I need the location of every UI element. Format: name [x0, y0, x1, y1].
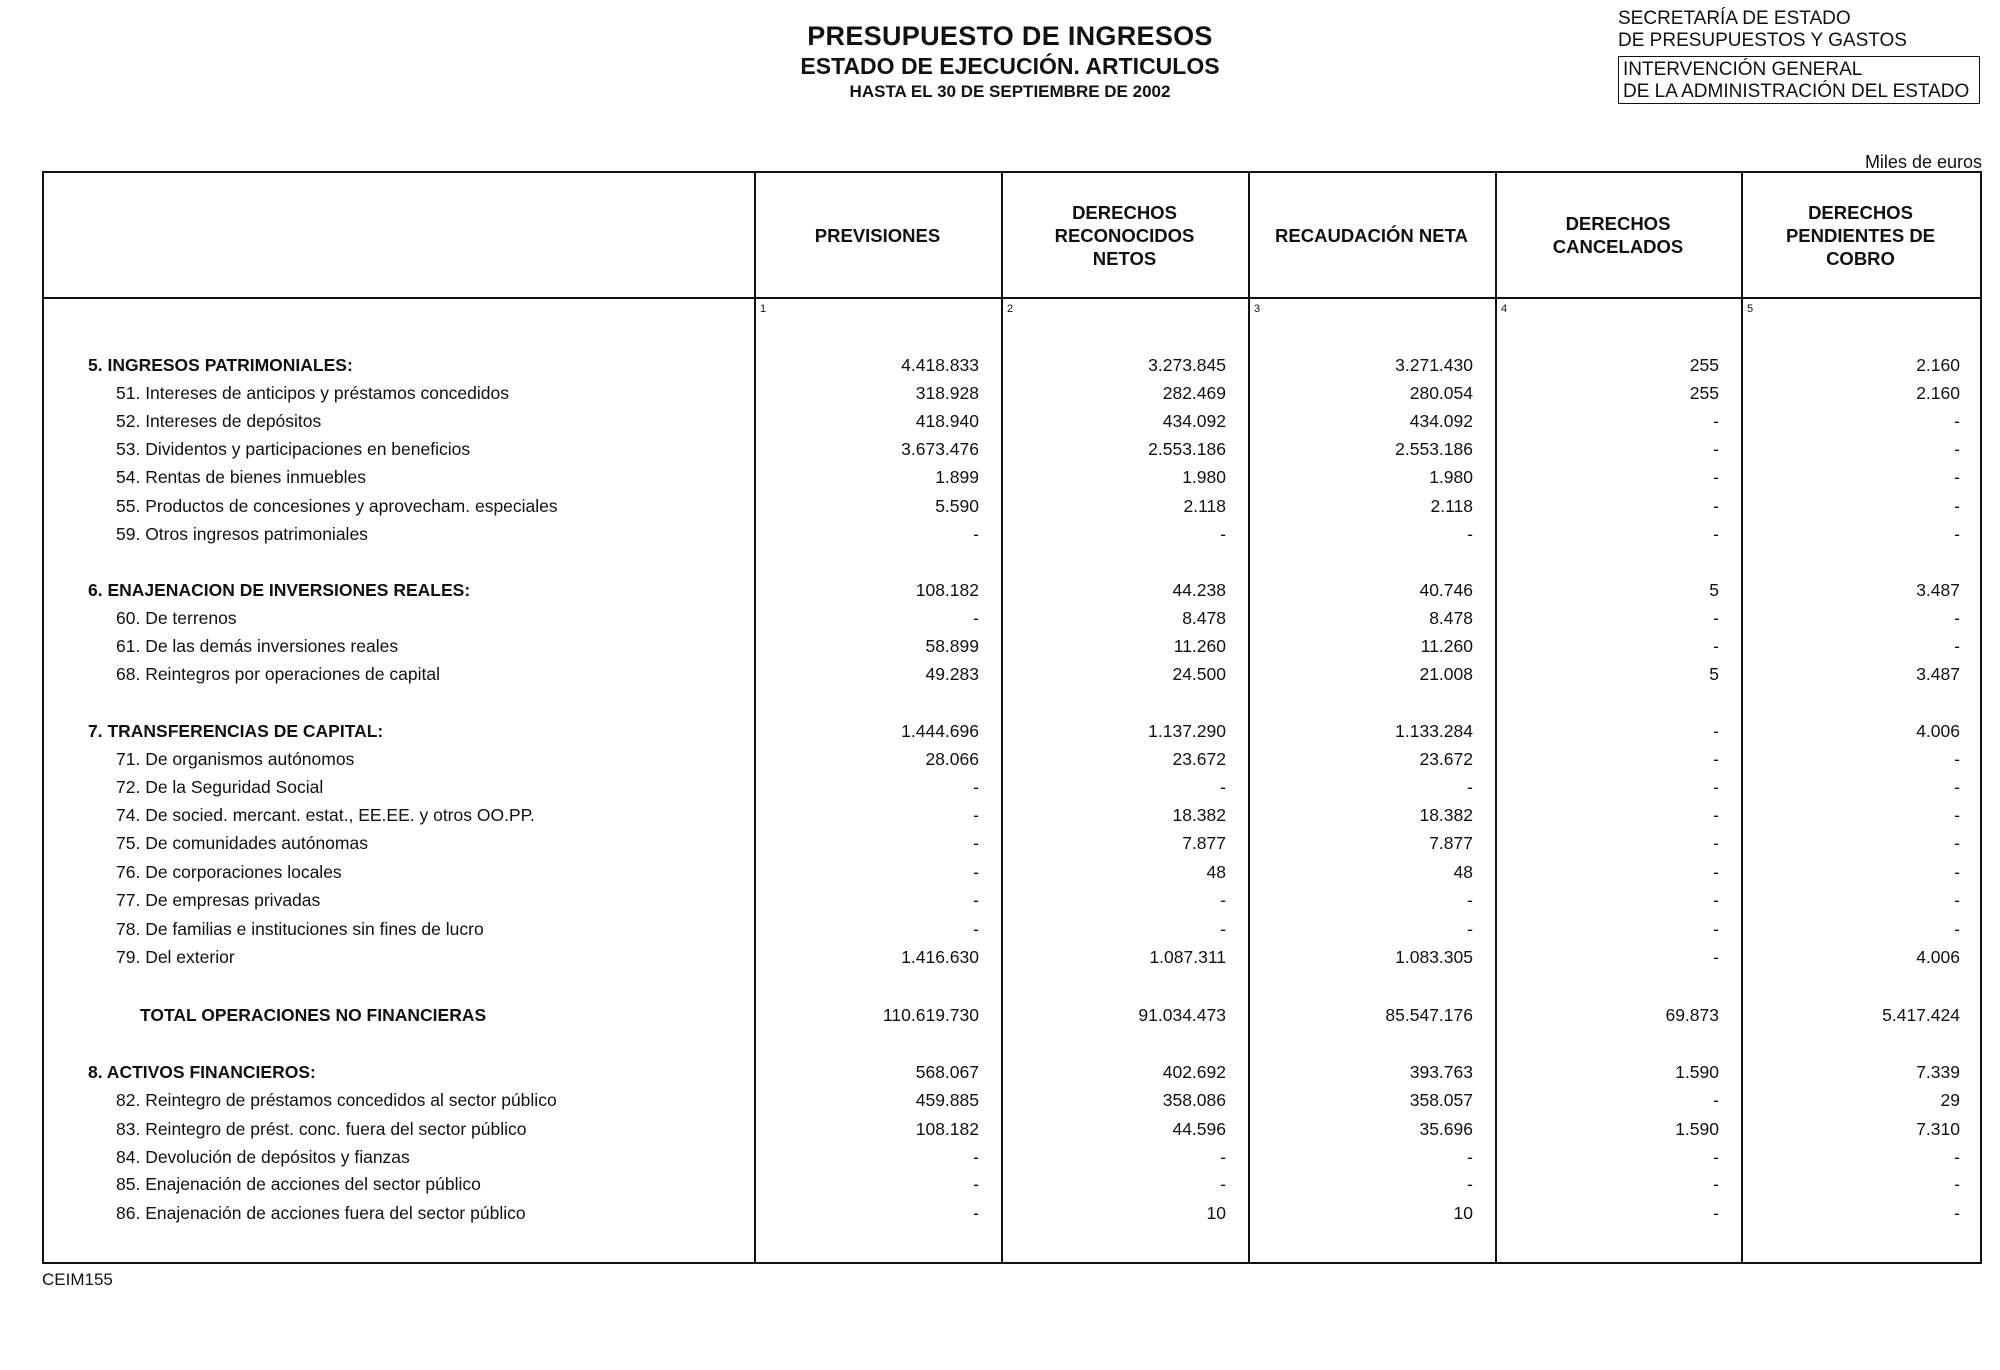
report-date-line: HASTA EL 30 DE SEPTIEMBRE DE 2002	[849, 82, 1171, 101]
row-value: 318.928	[915, 383, 979, 403]
row-value: -	[1954, 777, 1960, 797]
row-value: -	[1954, 862, 1960, 882]
row-value: -	[973, 833, 979, 853]
column-header: PREVISIONES	[814, 224, 941, 246]
row-value: -	[1713, 777, 1719, 797]
row-label: 68. Reintegros por operaciones de capital	[116, 664, 440, 684]
row-value: -	[1220, 524, 1226, 544]
row-value: 108.182	[915, 1119, 979, 1139]
table-row	[44, 1143, 1980, 1171]
column-number: 2	[1007, 303, 1014, 315]
table-row	[44, 858, 1980, 886]
row-value: -	[1713, 524, 1719, 544]
row-value: 358.086	[1162, 1090, 1226, 1110]
row-label: 52. Intereses de depósitos	[116, 411, 322, 431]
row-value: 11.260	[1173, 636, 1226, 656]
table-row	[44, 1199, 1980, 1227]
row-value: 4.006	[1916, 947, 1960, 967]
table-row	[44, 745, 1980, 773]
row-label: 79. Del exterior	[116, 947, 235, 967]
row-value: 44.238	[1172, 580, 1226, 600]
row-value: 21.008	[1419, 664, 1473, 684]
column-number-row	[44, 299, 1980, 329]
table-row	[44, 463, 1980, 491]
table-row	[44, 1115, 1980, 1143]
row-label: 59. Otros ingresos patrimoniales	[116, 524, 368, 544]
units-label: Miles de euros	[1864, 152, 1982, 172]
row-value: -	[973, 608, 979, 628]
table-row	[44, 943, 1980, 971]
table-row	[44, 435, 1980, 463]
row-label: 7. TRANSFERENCIAS DE CAPITAL:	[88, 721, 384, 741]
row-value: -	[973, 777, 979, 797]
table-row	[44, 886, 1980, 914]
row-label: 75. De comunidades autónomas	[116, 833, 368, 853]
row-value: -	[1713, 439, 1719, 459]
row-value: -	[1467, 890, 1473, 910]
row-value: -	[1220, 1174, 1226, 1194]
row-value: 393.763	[1409, 1062, 1473, 1082]
row-value: -	[1954, 805, 1960, 825]
row-label: 5. INGRESOS PATRIMONIALES:	[88, 355, 353, 375]
table-row	[44, 604, 1980, 632]
row-value: 4.006	[1916, 721, 1960, 741]
row-value: 7.877	[1429, 833, 1473, 853]
row-value: -	[973, 805, 979, 825]
table-row	[44, 1058, 1980, 1086]
row-value: 91.034.473	[1138, 1005, 1226, 1025]
row-value: -	[1954, 1203, 1960, 1223]
row-value: -	[1954, 608, 1960, 628]
row-value: 10	[1453, 1203, 1473, 1223]
row-value: 85.547.176	[1385, 1005, 1473, 1025]
row-value: 1.133.284	[1395, 721, 1473, 741]
column-number: 3	[1254, 303, 1261, 315]
row-value: -	[1954, 919, 1960, 939]
row-value: 358.057	[1409, 1090, 1473, 1110]
row-value: 4.418.833	[901, 355, 979, 375]
table-row	[44, 773, 1980, 801]
row-value: -	[1713, 636, 1719, 656]
row-value: -	[1713, 919, 1719, 939]
column-header: DERECHOS CANCELADOS	[1552, 213, 1684, 257]
table-row	[44, 915, 1980, 943]
row-value: -	[1220, 1147, 1226, 1167]
row-value: 3.273.845	[1148, 355, 1226, 375]
row-value: 2.160	[1916, 355, 1960, 375]
row-value: 110.619.730	[882, 1005, 979, 1025]
agency-box-line-2: DE LA ADMINISTRACIÓN DEL ESTADO	[1623, 81, 1970, 102]
row-label: 71. De organismos autónomos	[116, 749, 355, 769]
column-number: 4	[1501, 303, 1508, 315]
row-value: 1.899	[935, 467, 979, 487]
agency-line-1: SECRETARÍA DE ESTADO	[1618, 8, 1851, 29]
row-value: 49.283	[925, 664, 979, 684]
row-value: -	[1713, 411, 1719, 431]
row-value: 434.092	[1409, 411, 1473, 431]
row-value: 18.382	[1419, 805, 1473, 825]
row-value: 2.553.186	[1148, 439, 1226, 459]
row-value: -	[1467, 919, 1473, 939]
row-label: 74. De socied. mercant. estat., EE.EE. y otros OO.PP.	[116, 805, 535, 825]
row-value: 255	[1689, 355, 1719, 375]
row-value: -	[1954, 636, 1960, 656]
row-value: 2.118	[1183, 496, 1226, 516]
row-value: 108.182	[915, 580, 979, 600]
row-value: 7.310	[1916, 1119, 1960, 1139]
row-value: -	[1220, 919, 1226, 939]
row-value: -	[973, 1174, 979, 1194]
row-value: 1.590	[1675, 1119, 1719, 1139]
row-label: 77. De empresas privadas	[116, 890, 321, 910]
row-value: 282.469	[1162, 383, 1226, 403]
row-value: 69.873	[1665, 1005, 1719, 1025]
row-value: -	[1954, 524, 1960, 544]
row-value: -	[1713, 749, 1719, 769]
row-value: 280.054	[1409, 383, 1473, 403]
row-value: 5	[1709, 664, 1719, 684]
row-label: 55. Productos de concesiones y aprovecham. especiales	[116, 496, 558, 516]
row-value: -	[973, 890, 979, 910]
row-value: 5	[1709, 580, 1719, 600]
row-value: 434.092	[1162, 411, 1226, 431]
row-value: -	[1713, 1147, 1719, 1167]
row-value: 568.067	[915, 1062, 979, 1082]
row-value: 3.673.476	[901, 439, 979, 459]
row-value: 2.160	[1916, 383, 1960, 403]
table-row	[44, 492, 1980, 520]
row-value: 29	[1940, 1090, 1960, 1110]
row-label: 53. Dividentos y participaciones en beneficios	[116, 439, 471, 459]
row-value: -	[1713, 947, 1719, 967]
row-value: -	[1713, 721, 1719, 741]
row-label: 82. Reintegro de préstamos concedidos al sector público	[116, 1090, 557, 1110]
row-value: -	[1713, 1203, 1719, 1223]
row-value: 402.692	[1162, 1062, 1226, 1082]
row-label: 78. De familias e instituciones sin fines de lucro	[116, 919, 484, 939]
report-title-block	[760, 20, 1260, 104]
column-separator	[1741, 173, 1743, 1262]
row-value: 35.696	[1419, 1119, 1473, 1139]
row-value: -	[1954, 749, 1960, 769]
table-row	[44, 660, 1980, 688]
row-value: -	[1954, 1147, 1960, 1167]
row-value: -	[1713, 862, 1719, 882]
agency-box-line-1: INTERVENCIÓN GENERAL	[1623, 59, 1863, 80]
budget-table	[42, 171, 1982, 1264]
row-value: 18.382	[1172, 805, 1226, 825]
column-number: 1	[760, 303, 767, 315]
row-value: 2.118	[1430, 496, 1473, 516]
row-value: 1.087.311	[1149, 947, 1226, 967]
row-value: 1.980	[1182, 467, 1226, 487]
row-label: 85. Enajenación de acciones del sector público	[116, 1174, 481, 1194]
row-value: -	[1954, 439, 1960, 459]
row-value: 8.478	[1429, 608, 1473, 628]
row-label: TOTAL OPERACIONES NO FINANCIERAS	[140, 1005, 487, 1025]
agency-block	[1618, 8, 1988, 104]
table-row	[44, 632, 1980, 660]
table-row	[44, 717, 1980, 745]
row-value: -	[1220, 777, 1226, 797]
row-value: -	[1954, 496, 1960, 516]
row-value: 7.877	[1182, 833, 1226, 853]
row-value: -	[973, 524, 979, 544]
column-header: DERECHOS PENDIENTES DE COBRO	[1785, 201, 1936, 269]
row-value: 58.899	[925, 636, 979, 656]
table-row	[44, 520, 1980, 548]
row-value: 1.590	[1675, 1062, 1719, 1082]
row-value: 3.487	[1916, 580, 1960, 600]
row-value: 3.487	[1916, 664, 1960, 684]
column-separator	[1495, 173, 1497, 1262]
row-value: -	[973, 919, 979, 939]
row-value: -	[1713, 608, 1719, 628]
column-header: RECAUDACIÓN NETA	[1275, 224, 1468, 246]
row-value: 8.478	[1182, 608, 1226, 628]
row-label: 6. ENAJENACION DE INVERSIONES REALES:	[88, 580, 471, 600]
table-row	[44, 351, 1980, 379]
row-value: -	[1220, 890, 1226, 910]
row-value: -	[973, 1203, 979, 1223]
row-value: -	[1954, 411, 1960, 431]
table-row	[44, 1086, 1980, 1114]
table-row	[44, 576, 1980, 604]
row-value: 10	[1206, 1203, 1226, 1223]
row-value: -	[1713, 805, 1719, 825]
row-value: 1.980	[1429, 467, 1473, 487]
column-header: DERECHOS RECONOCIDOS NETOS	[1054, 201, 1195, 269]
row-value: 1.416.630	[901, 947, 979, 967]
row-value: -	[1954, 890, 1960, 910]
column-number: 5	[1747, 303, 1754, 315]
agency-line-2: DE PRESUPUESTOS Y GASTOS	[1618, 30, 1907, 51]
row-value: 3.271.430	[1395, 355, 1473, 375]
table-row	[44, 1170, 1980, 1198]
table-row	[44, 407, 1980, 435]
table-row	[44, 379, 1980, 407]
row-value: -	[1954, 833, 1960, 853]
agency-box	[1618, 56, 1980, 104]
row-value: 7.339	[1916, 1062, 1960, 1082]
row-label: 60. De terrenos	[116, 608, 237, 628]
row-value: 44.596	[1172, 1119, 1226, 1139]
row-value: 2.553.186	[1395, 439, 1473, 459]
table-header-row	[44, 173, 1980, 299]
row-label: 86. Enajenación de acciones fuera del sector público	[116, 1203, 526, 1223]
row-value: 418.940	[915, 411, 979, 431]
row-label: 83. Reintegro de prést. conc. fuera del sector público	[116, 1119, 527, 1139]
row-value: 1.137.290	[1148, 721, 1226, 741]
report-subtitle: ESTADO DE EJECUCIÓN. ARTICULOS	[800, 53, 1220, 79]
row-value: -	[1467, 1147, 1473, 1167]
row-label: 76. De corporaciones locales	[116, 862, 342, 882]
row-value: -	[1713, 890, 1719, 910]
row-value: -	[1954, 467, 1960, 487]
row-value: 5.417.424	[1882, 1005, 1960, 1025]
column-separator	[1001, 173, 1003, 1262]
row-value: -	[1713, 833, 1719, 853]
column-separator	[754, 173, 756, 1262]
row-value: 11.260	[1420, 636, 1473, 656]
row-value: -	[973, 1147, 979, 1167]
row-label: 51. Intereses de anticipos y préstamos concedidos	[116, 383, 509, 403]
row-value: -	[1713, 496, 1719, 516]
row-value: -	[1467, 1174, 1473, 1194]
row-value: 459.885	[915, 1090, 979, 1110]
row-value: 48	[1453, 862, 1473, 882]
row-value: -	[1954, 1174, 1960, 1194]
row-value: 48	[1206, 862, 1226, 882]
table-row	[44, 801, 1980, 829]
row-label: 8. ACTIVOS FINANCIEROS:	[88, 1062, 316, 1082]
row-value: -	[1713, 1174, 1719, 1194]
row-label: 54. Rentas de bienes inmuebles	[116, 467, 367, 487]
row-value: -	[1713, 1090, 1719, 1110]
row-label: 61. De las demás inversiones reales	[116, 636, 399, 656]
row-value: -	[1467, 524, 1473, 544]
row-value: 1.083.305	[1395, 947, 1473, 967]
row-value: -	[973, 862, 979, 882]
row-value: -	[1467, 777, 1473, 797]
row-value: 5.590	[935, 496, 979, 516]
row-value: -	[1713, 467, 1719, 487]
row-label: 84. Devolución de depósitos y fianzas	[116, 1147, 410, 1167]
row-value: 23.672	[1419, 749, 1473, 769]
row-value: 28.066	[925, 749, 979, 769]
row-label: 72. De la Seguridad Social	[116, 777, 324, 797]
row-value: 255	[1689, 383, 1719, 403]
report-title: PRESUPUESTO DE INGRESOS	[807, 21, 1213, 51]
row-value: 23.672	[1172, 749, 1226, 769]
column-separator	[1248, 173, 1250, 1262]
row-value: 24.500	[1172, 664, 1226, 684]
table-row	[44, 829, 1980, 857]
row-value: 1.444.696	[901, 721, 979, 741]
table-row	[44, 1001, 1980, 1029]
form-code: CEIM155	[42, 1270, 113, 1289]
row-value: 40.746	[1419, 580, 1473, 600]
